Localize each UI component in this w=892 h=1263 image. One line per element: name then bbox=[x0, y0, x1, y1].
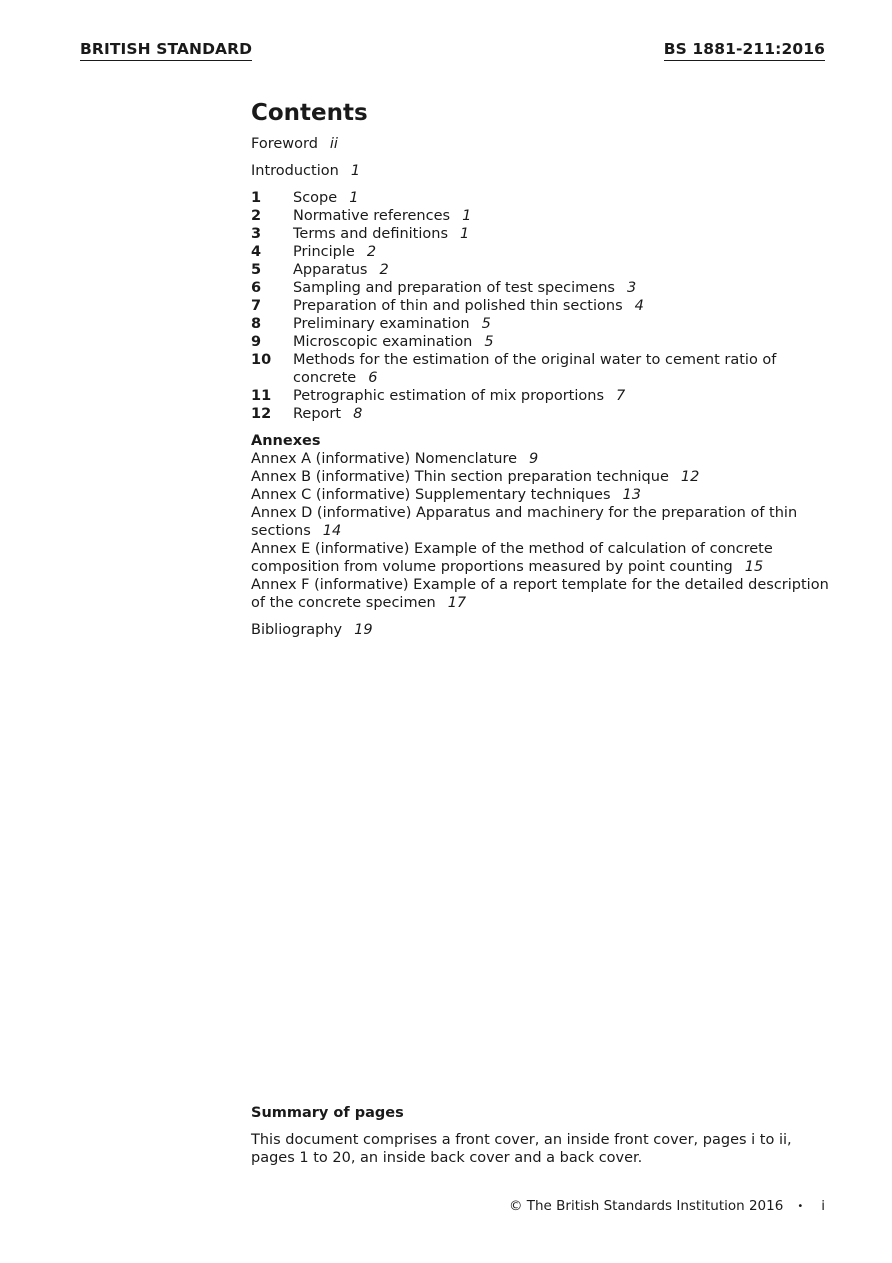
clause-number: 3 bbox=[251, 226, 262, 242]
clause-number: 1 bbox=[251, 190, 262, 206]
toc-annex-entry[interactable] bbox=[251, 504, 831, 540]
annex-page: 14 bbox=[322, 523, 342, 539]
toc-clause-entry[interactable] bbox=[251, 261, 831, 279]
toc-annex-list bbox=[251, 432, 831, 612]
summary-heading: Summary of pages bbox=[251, 1105, 404, 1121]
clause-number: 7 bbox=[251, 298, 262, 314]
clause-title: Microscopic examination bbox=[293, 334, 473, 350]
toc-clause-entry[interactable] bbox=[251, 297, 831, 315]
toc-annex-entry[interactable] bbox=[251, 468, 831, 486]
toc-entry-page: 19 bbox=[354, 622, 373, 638]
summary-of-pages bbox=[251, 1104, 831, 1167]
clause-title: Preliminary examination bbox=[293, 316, 470, 332]
copyright-notice: © The British Standards Institution 2016 bbox=[508, 1198, 784, 1214]
toc-clause-entry[interactable] bbox=[251, 405, 831, 423]
clause-page: 7 bbox=[616, 388, 626, 404]
bullet-separator: • bbox=[797, 1200, 804, 1212]
toc-clause-entry[interactable] bbox=[251, 243, 831, 261]
clause-page: 5 bbox=[481, 316, 491, 332]
clause-number: 6 bbox=[251, 280, 262, 296]
toc-entry-label: Introduction bbox=[251, 163, 339, 179]
annex-page: 12 bbox=[680, 469, 700, 485]
header-document-number: BS 1881-211:2016 bbox=[664, 40, 825, 61]
summary-text: This document comprises a front cover, an inside front cover, pages i to ii, pages 1 to 20, an inside back cover and a back cover. bbox=[251, 1132, 792, 1166]
annex-title: Annex C (informative) Supplementary techniques bbox=[251, 487, 611, 503]
clause-number: 4 bbox=[251, 244, 262, 260]
toc-annex-entry[interactable] bbox=[251, 576, 831, 612]
annex-page: 13 bbox=[622, 487, 641, 503]
clause-number: 8 bbox=[251, 316, 262, 332]
toc-clause-entry[interactable] bbox=[251, 207, 831, 225]
toc-annex-entry[interactable] bbox=[251, 540, 831, 576]
toc-clause-entry[interactable] bbox=[251, 333, 831, 351]
toc-clause-entry[interactable] bbox=[251, 387, 831, 405]
clause-page: 5 bbox=[484, 334, 494, 350]
clause-page: 2 bbox=[366, 244, 377, 260]
clause-page: 4 bbox=[634, 298, 644, 314]
clause-number: 5 bbox=[251, 262, 262, 278]
page-title: Contents bbox=[251, 100, 368, 126]
annex-title: Annex E (informative) Example of the method of calculation of concrete composition from volume proportions measured by point counting bbox=[251, 541, 773, 575]
clause-page: 8 bbox=[353, 406, 363, 422]
clause-title: Normative references bbox=[293, 208, 451, 224]
table-of-contents bbox=[251, 98, 831, 648]
toc-entry-page: 1 bbox=[350, 163, 361, 179]
clause-number: 11 bbox=[251, 388, 272, 404]
toc-clause-entry[interactable] bbox=[251, 351, 831, 387]
clause-page: 2 bbox=[379, 262, 389, 278]
annex-title: Annex F (informative) Example of a report template for the detailed description of the concrete specimen bbox=[251, 577, 829, 611]
clause-title: Preparation of thin and polished thin sections bbox=[293, 298, 623, 314]
toc-entry-introduction[interactable] bbox=[251, 162, 831, 180]
clause-title: Terms and definitions bbox=[293, 226, 449, 242]
toc-entry-foreword[interactable] bbox=[251, 135, 831, 153]
toc-clause-entry[interactable] bbox=[251, 225, 831, 243]
annex-page: 9 bbox=[529, 451, 539, 467]
page-footer bbox=[509, 1198, 825, 1214]
clause-page: 3 bbox=[626, 280, 637, 296]
toc-entry-page: ii bbox=[329, 136, 338, 152]
clause-title: Sampling and preparation of test specimens bbox=[293, 280, 615, 296]
clause-number: 9 bbox=[251, 334, 262, 350]
header-standard-label: BRITISH STANDARD bbox=[80, 40, 252, 61]
toc-clause-entry[interactable] bbox=[251, 279, 831, 297]
page-number: i bbox=[821, 1198, 825, 1214]
annexes-heading: Annexes bbox=[251, 433, 321, 449]
clause-title: Report bbox=[293, 406, 342, 422]
clause-title: Petrographic estimation of mix proportions bbox=[293, 388, 604, 404]
clause-number: 12 bbox=[251, 406, 272, 422]
annex-title: Annex D (informative) Apparatus and machinery for the preparation of thin sections bbox=[251, 505, 798, 539]
clause-title: Principle bbox=[293, 244, 355, 260]
clause-title: Methods for the estimation of the original water to cement ratio of concrete bbox=[293, 352, 777, 386]
toc-entry-bibliography[interactable] bbox=[251, 621, 831, 639]
toc-entry-label: Bibliography bbox=[251, 622, 343, 638]
clause-page: 1 bbox=[349, 190, 359, 206]
toc-annex-entry[interactable] bbox=[251, 450, 831, 468]
annex-page: 15 bbox=[744, 559, 764, 575]
toc-clause-list bbox=[251, 189, 831, 423]
annex-title: Annex B (informative) Thin section preparation technique bbox=[251, 469, 669, 485]
clause-page: 1 bbox=[462, 208, 472, 224]
annex-page: 17 bbox=[447, 595, 467, 611]
clause-page: 1 bbox=[460, 226, 470, 242]
toc-entry-label: Foreword bbox=[251, 136, 318, 152]
clause-number: 10 bbox=[251, 352, 272, 368]
annex-title: Annex A (informative) Nomenclature bbox=[251, 451, 518, 467]
toc-clause-entry[interactable] bbox=[251, 189, 831, 207]
clause-title: Scope bbox=[293, 190, 338, 206]
clause-title: Apparatus bbox=[293, 262, 368, 278]
clause-page: 6 bbox=[368, 370, 378, 386]
toc-annex-entry[interactable] bbox=[251, 486, 831, 504]
toc-clause-entry[interactable] bbox=[251, 315, 831, 333]
clause-number: 2 bbox=[251, 208, 262, 224]
